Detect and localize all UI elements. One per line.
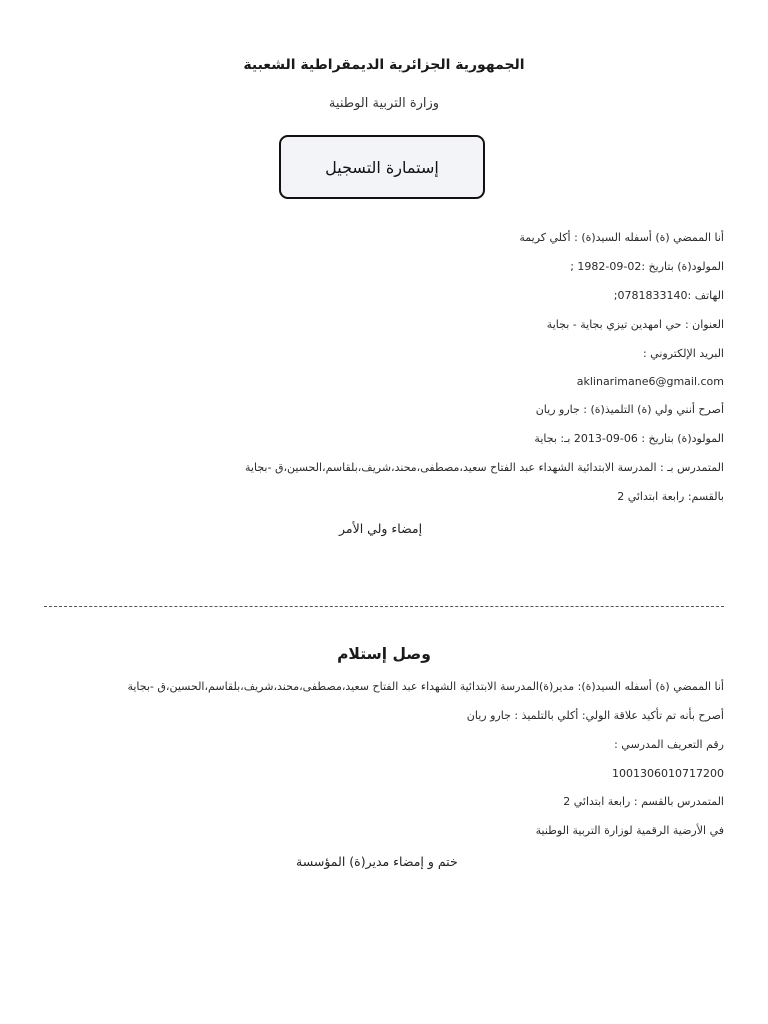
- school-id-label-line: رقم التعريف المدرسي :: [614, 738, 724, 751]
- receipt-title: وصل إستلام: [337, 645, 431, 663]
- phone-line: الهاتف :0781833140;: [613, 289, 724, 302]
- class-line: بالقسم: رابعة ابتدائي 2: [617, 490, 724, 503]
- director-signature-label: ختم و إمضاء مدير(ة) المؤسسة: [296, 854, 458, 869]
- school-line: المتمدرس بـ : المدرسة الابتدائية الشهداء عبد الفتاح سعيد،مصطفى،محند،شريف،بلقاسم،الحسين،ق -بجاية: [245, 461, 724, 474]
- receipt-relationship-line: أصرح بأنه تم تأكيد علاقة الولي: أكلي بالتلميذ : جارو ريان: [466, 709, 724, 722]
- declarant-birthdate-line: المولود(ة) بتاريخ :02-09-1982 ;: [570, 260, 724, 273]
- guardian-signature-label: إمضاء ولي الأمر: [339, 521, 423, 536]
- receipt-declarant-line: أنا الممضي (ة) أسفله السيد(ة): مدير(ة)المدرسة الابتدائية الشهداء عبد الفتاح سعيد،مصطفى،محند،شريف،بلقاسم،الحسين،ق -بجاية: [127, 680, 724, 693]
- email-label-line: البريد الإلكتروني :: [642, 347, 724, 360]
- digital-platform-line: في الأرضية الرقمية لوزارة التربية الوطنية: [535, 824, 724, 837]
- republic-heading: الجمهورية الجزائرية الديمقراطية الشعبية: [243, 57, 525, 73]
- receipt-class-line: المتمدرس بالقسم : رابعة ابتدائي 2: [563, 795, 724, 808]
- address-line: العنوان : حي امهدين تيزي بجاية - بجاية: [546, 318, 724, 331]
- student-birthdate-line: المولود(ة) بتاريخ : 06-09-2013 بـ: بجاية: [534, 432, 724, 445]
- guardian-declaration-line: أصرح أنني ولي (ة) التلميذ(ة) : جارو ريان: [535, 403, 724, 416]
- email-value-line: aklinarimane6@gmail.com: [576, 375, 724, 388]
- form-title-box: [279, 135, 485, 199]
- form-title: إستمارة التسجيل: [325, 157, 439, 177]
- declarant-line: أنا الممضي (ة) أسفله السيد(ة) : أكلي كريمة: [519, 231, 724, 244]
- school-id-value-line: 1001306010717200: [612, 767, 724, 780]
- cut-line-divider: [44, 606, 724, 607]
- ministry-heading: وزارة التربية الوطنية: [328, 96, 440, 111]
